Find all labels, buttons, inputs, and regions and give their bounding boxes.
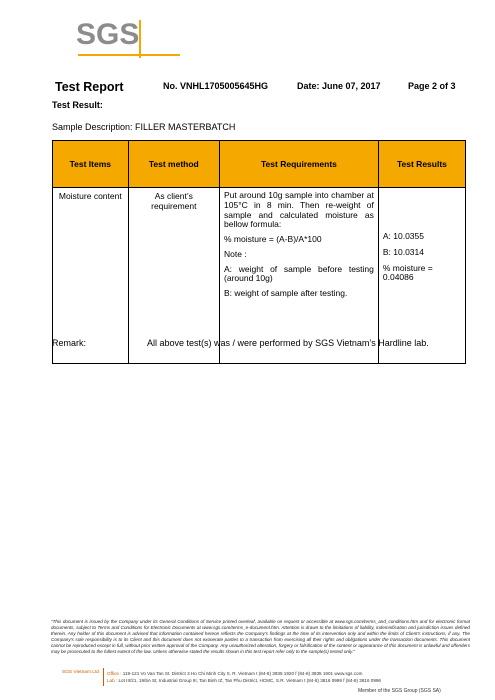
result-moisture: % moisture = 0.04086 xyxy=(382,262,433,283)
logo-text: SGS xyxy=(76,18,140,51)
header-test-results: Test Results xyxy=(378,141,465,188)
company-name: SGS Vietnam Ltd xyxy=(62,670,99,675)
header-test-requirements: Test Requirements xyxy=(220,141,379,188)
member-note: Member of the SGS Group (SGS SA) xyxy=(358,688,441,694)
requirement-note-b: B: weight of sample after testing. xyxy=(224,288,348,299)
report-number: No. VNHL1705005645HG xyxy=(163,81,269,91)
footer-divider xyxy=(103,668,104,686)
remark-label: Remark: xyxy=(52,338,87,348)
requirement-note-label: Note : xyxy=(224,248,247,259)
company-addresses xyxy=(107,670,381,685)
test-result-label: Test Result: xyxy=(52,100,103,110)
legal-disclaimer: "This document is issued by the Company under its General Conditions of Service printed overleaf, available on request or accessible at www.sgs.com/terms_and_conditions.htm and for electronic format documents, subject to Terms and Conditions for Electronic Documents at www.sgs.com/terms_e-document.htm. Attention is drawn to the limitations of liability, indemnification and jurisdiction issues defined therein. Any holder of this document is advised that information contained hereon reflects the Company's findings at the time of its intervention only and within the limits of Client's instructions, if any. The Company's sole responsibility is to its Client and this document does not exonerate parties to a transaction from exercising all their rights and obligations under the transaction documents. This document cannot be reproduced except in full, without prior written approval of the Company. Any unauthorized alteration, forgery or falsification of the content or appearance of this document is unlawful and offenders may be prosecuted to the fullest extent of the law. Unless otherwise stated the results shown in this test report refer only to the sample(s) tested only." xyxy=(51,619,470,654)
requirement-procedure: Put around 10g sample into chamber at 105°C in 8 min. Then re-weight of sample and calculated moisture as bellow formula: xyxy=(224,190,374,230)
office-address: 119-121 Vo Van Tan St. District 3 Ho Chi Minh City S. R. Vietnam t (84-8) 3935 1920 f (84-8) 3935 1901 www.sgs.com xyxy=(122,671,363,676)
lab-address: Lot III/21, 19/5A St, Industrial Group III, Tan Binh IZ, Tan Phu District, HCMC, S.R. Vietnam t (84-8) 3816 0999 f (84-8) 3816 0996 xyxy=(118,678,381,684)
office-label: Office : xyxy=(107,671,122,676)
sample-description: Sample Description: FILLER MASTERBATCH xyxy=(52,122,236,132)
logo-vertical-rule xyxy=(139,20,141,58)
lab-address-line xyxy=(107,677,381,684)
remark-text: All above test(s) was / were performed by SGS Vietnam’s Hardline lab. xyxy=(147,338,429,348)
logo-horizontal-rule xyxy=(78,54,180,56)
result-a: A: 10.0355 xyxy=(382,231,424,241)
sgs-logo xyxy=(56,10,140,55)
requirement-note-a: A: weight of sample before testing (around 10g) xyxy=(224,263,374,284)
header-test-items: Test Items xyxy=(53,141,129,188)
table-header-row xyxy=(53,141,466,188)
office-address-line xyxy=(107,670,381,677)
result-b: B: 10.0314 xyxy=(382,246,424,257)
cell-test-item: Moisture content xyxy=(53,188,129,364)
report-date: Date: June 07, 2017 xyxy=(297,81,381,91)
cell-test-method: As client’s requirement xyxy=(128,188,219,364)
requirement-formula: % moisture = (A-B)/A*100 xyxy=(224,234,322,245)
results-table xyxy=(52,140,466,364)
page-indicator: Page 2 of 3 xyxy=(408,81,456,91)
report-title: Test Report xyxy=(55,80,124,94)
lab-label: Lab : xyxy=(107,678,118,684)
header-test-method: Test method xyxy=(128,141,219,188)
